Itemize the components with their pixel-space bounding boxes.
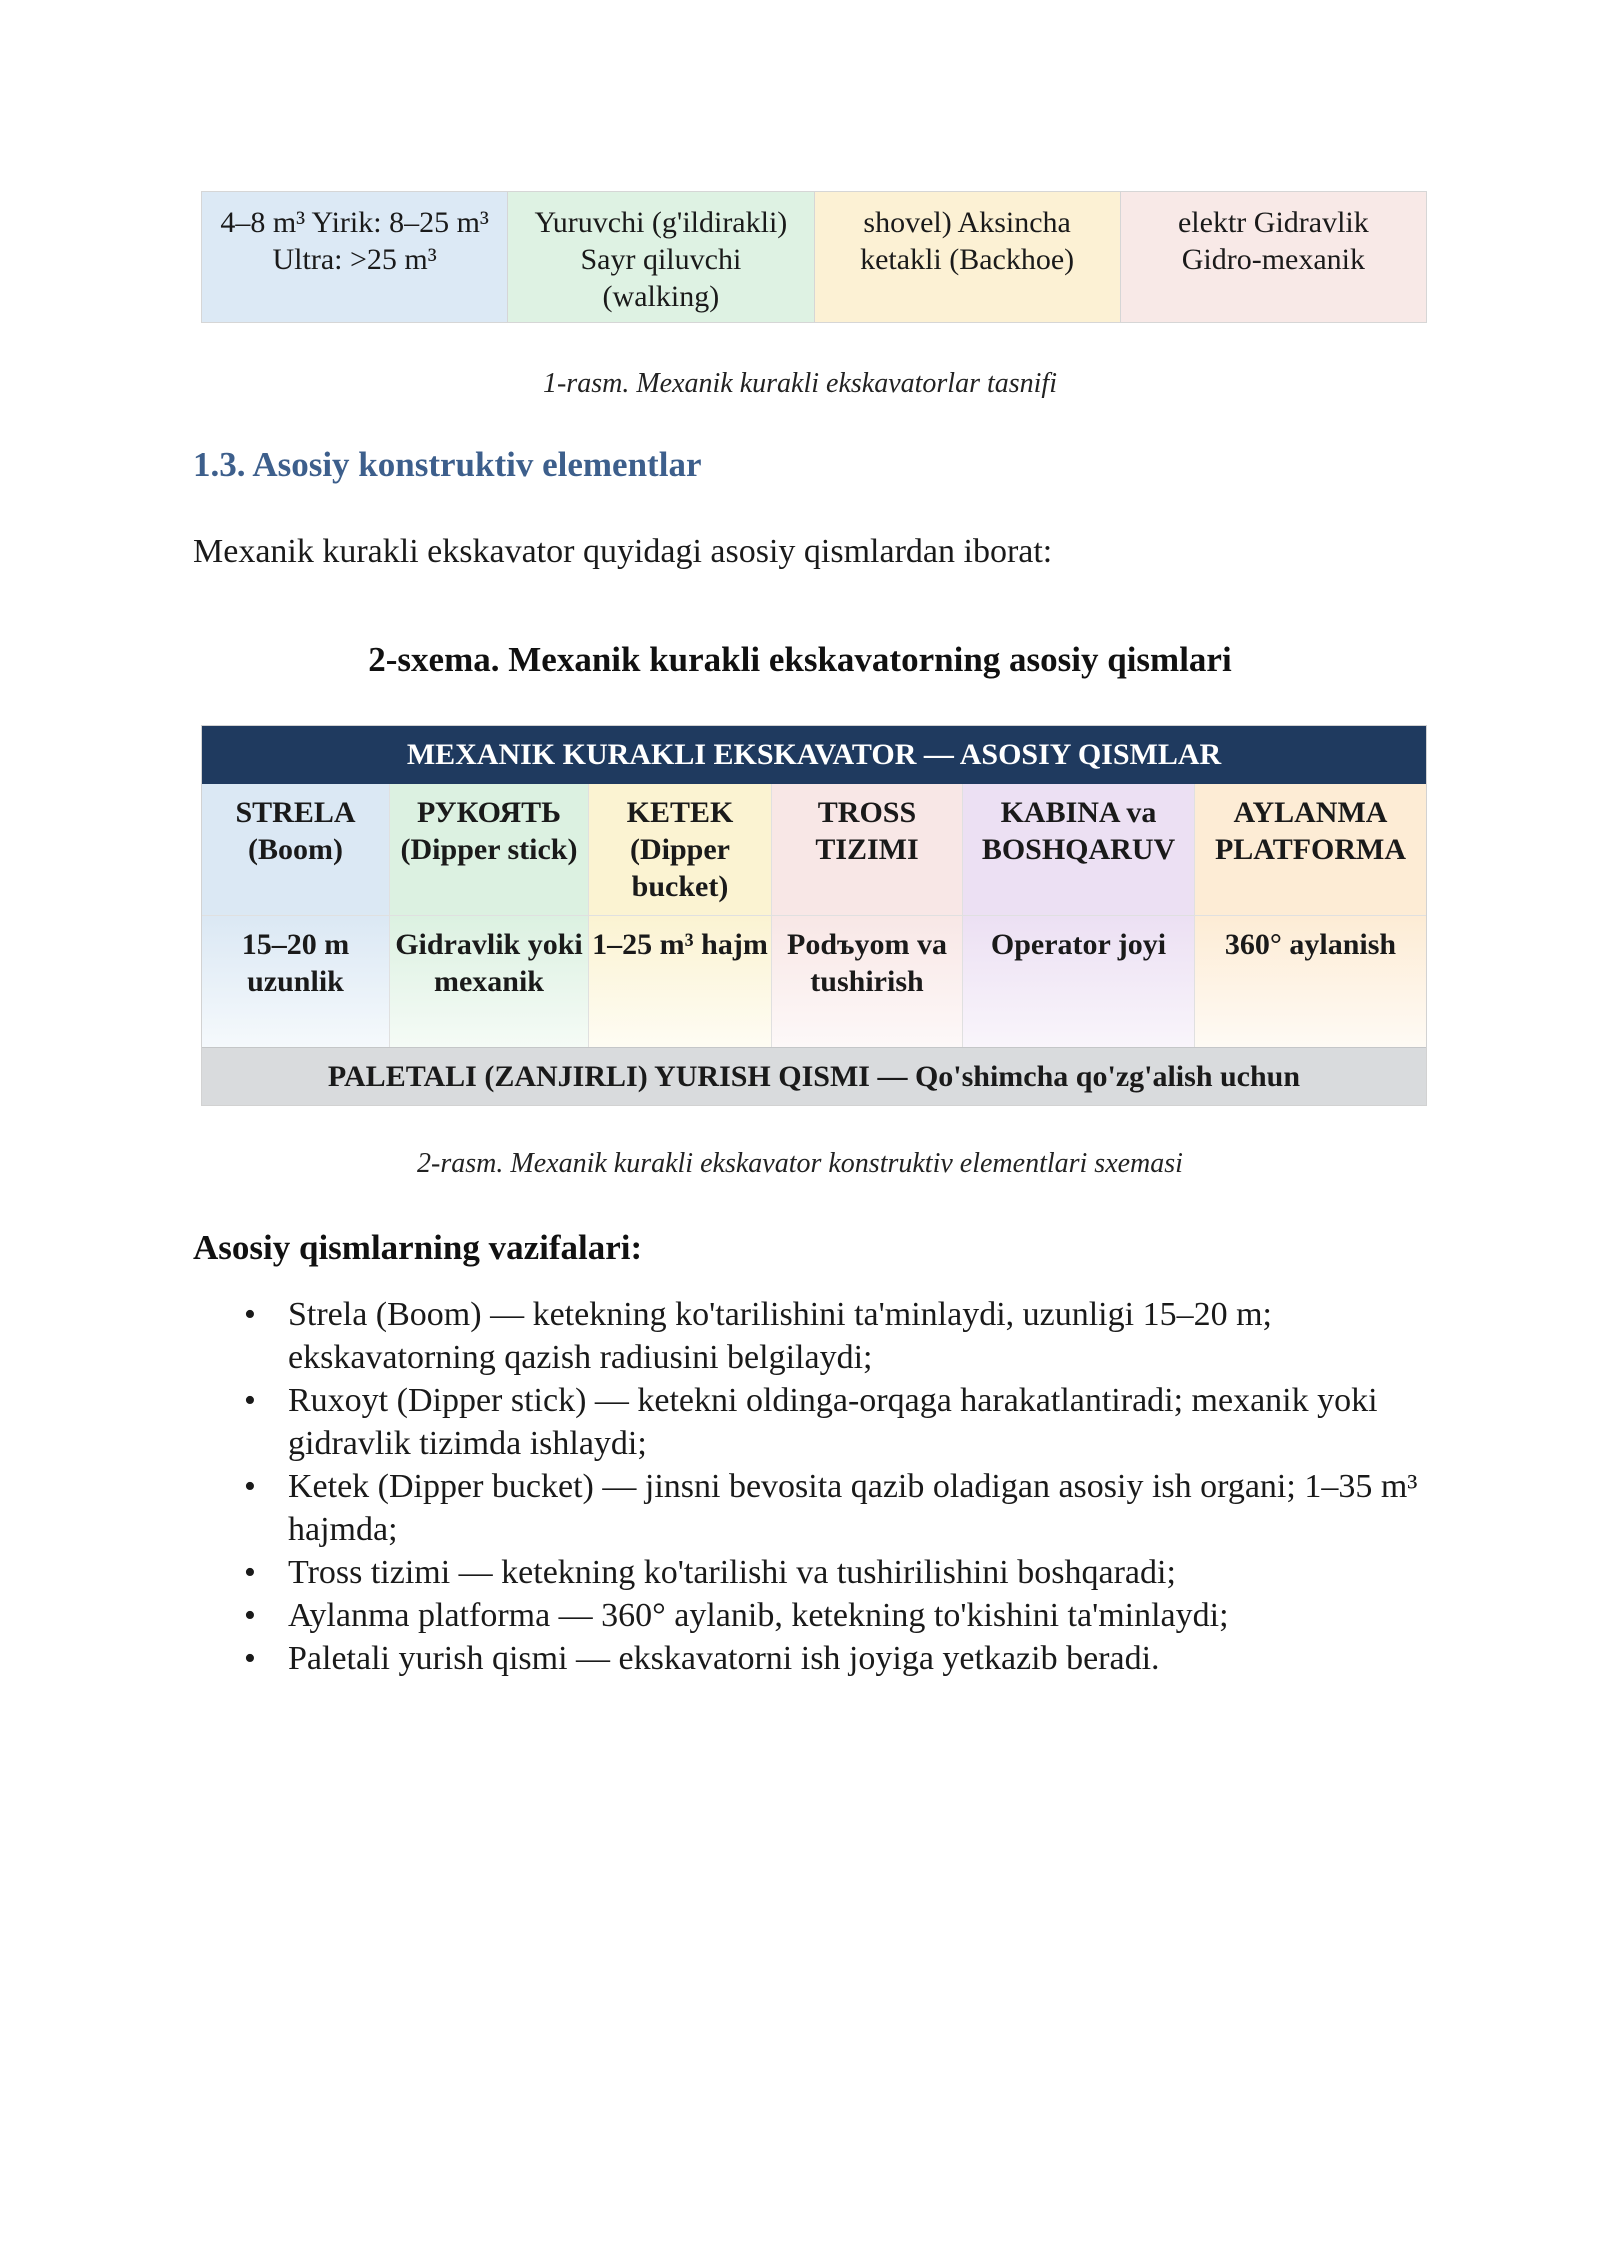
part-name: РУКОЯТЬ (Dipper stick) bbox=[390, 784, 588, 916]
list-item bbox=[240, 1551, 1450, 1594]
part-name: TROSS TIZIMI bbox=[772, 784, 962, 916]
list-item-text: Strela (Boom) — ketekning ko'tarilishini ta'minlaydi, uzunligi 15–20 m; ekskavatorning qazish radiusini belgilaydi; bbox=[288, 1296, 1272, 1376]
table-cell-type: shovel) Aksincha ketakli (Backhoe) bbox=[815, 192, 1121, 322]
list-item bbox=[240, 1594, 1450, 1637]
list-item-text: Ruxoyt (Dipper stick) — ketekni oldinga-orqaga harakatlantiradi; mexanik yoki gidravlik tizimda ishlaydi; bbox=[288, 1382, 1378, 1462]
bullet-icon: • bbox=[244, 1468, 256, 1505]
bullet-icon: • bbox=[244, 1382, 256, 1419]
list-item-text: Aylanma platforma — 360° aylanib, ketekning to'kishini ta'minlaydi; bbox=[288, 1597, 1229, 1634]
list-item-text: Paletali yurish qismi — ekskavatorni ish joyiga yetkazib beradi. bbox=[288, 1640, 1160, 1677]
scheme-title: 2-sxema. Mexanik kurakli ekskavatorning asosiy qismlari bbox=[368, 640, 1232, 679]
diagram-parts-row bbox=[202, 784, 1426, 1047]
functions-list bbox=[240, 1293, 1450, 1680]
table-cell-size: 4–8 m³ Yirik: 8–25 m³ Ultra: >25 m³ bbox=[202, 192, 508, 322]
part-desc: 15–20 m uzunlik bbox=[202, 916, 389, 1047]
diagram-footer: PALETALI (ZANJIRLI) YURISH QISMI — Qo'shimcha qo'zg'alish uchun bbox=[202, 1047, 1426, 1105]
part-desc: 360° aylanish bbox=[1195, 916, 1426, 1047]
list-item-text: Ketek (Dipper bucket) — jinsni bevosita qazib oladigan asosiy ish organi; 1–35 m³ hajmda; bbox=[288, 1468, 1418, 1548]
part-name: KETEK (Dipper bucket) bbox=[589, 784, 771, 916]
part-name: AYLANMA PLATFORMA bbox=[1195, 784, 1426, 916]
list-item bbox=[240, 1379, 1450, 1465]
list-item bbox=[240, 1293, 1450, 1379]
table-cell-drive: elektr Gidravlik Gidro-mexanik bbox=[1121, 192, 1426, 322]
part-name: KABINA va BOSHQARUV bbox=[963, 784, 1194, 916]
list-item bbox=[240, 1637, 1450, 1680]
part-desc: Operator joyi bbox=[963, 916, 1194, 1047]
bullet-icon: • bbox=[244, 1554, 256, 1591]
section-heading: 1.3. Asosiy konstruktiv elementlar bbox=[193, 445, 702, 484]
functions-heading: Asosiy qismlarning vazifalari: bbox=[193, 1228, 643, 1267]
figure-caption-2: 2-rasm. Mexanik kurakli ekskavator konstruktiv elementlari sxemasi bbox=[417, 1148, 1183, 1179]
part-cabin bbox=[963, 784, 1195, 1047]
list-item-text: Tross tizimi — ketekning ko'tarilishi va tushirilishini boshqaradi; bbox=[288, 1554, 1176, 1591]
bullet-icon: • bbox=[244, 1597, 256, 1634]
components-diagram bbox=[201, 725, 1427, 1106]
list-item bbox=[240, 1465, 1450, 1551]
bullet-icon: • bbox=[244, 1296, 256, 1333]
diagram-header: MEXANIK KURAKLI EKSKAVATOR — ASOSIY QISMLAR bbox=[202, 726, 1426, 784]
part-desc: 1–25 m³ hajm bbox=[589, 916, 771, 1047]
intro-paragraph: Mexanik kurakli ekskavator quyidagi asosiy qismlardan iborat: bbox=[193, 533, 1053, 570]
classification-table bbox=[201, 191, 1427, 323]
part-platform bbox=[1195, 784, 1426, 1047]
part-boom bbox=[202, 784, 390, 1047]
figure-caption-1: 1-rasm. Mexanik kurakli ekskavatorlar tasnifi bbox=[542, 368, 1057, 399]
part-bucket bbox=[589, 784, 772, 1047]
bullet-icon: • bbox=[244, 1640, 256, 1677]
part-cable-system bbox=[772, 784, 963, 1047]
part-desc: Gidravlik yoki mexanik bbox=[390, 916, 588, 1047]
part-name: STRELA (Boom) bbox=[202, 784, 389, 916]
table-cell-movement: Yuruvchi (g'ildirakli) Sayr qiluvchi (walking) bbox=[508, 192, 814, 322]
part-desc: Podъyom va tushirish bbox=[772, 916, 962, 1047]
part-dipper-stick bbox=[390, 784, 589, 1047]
